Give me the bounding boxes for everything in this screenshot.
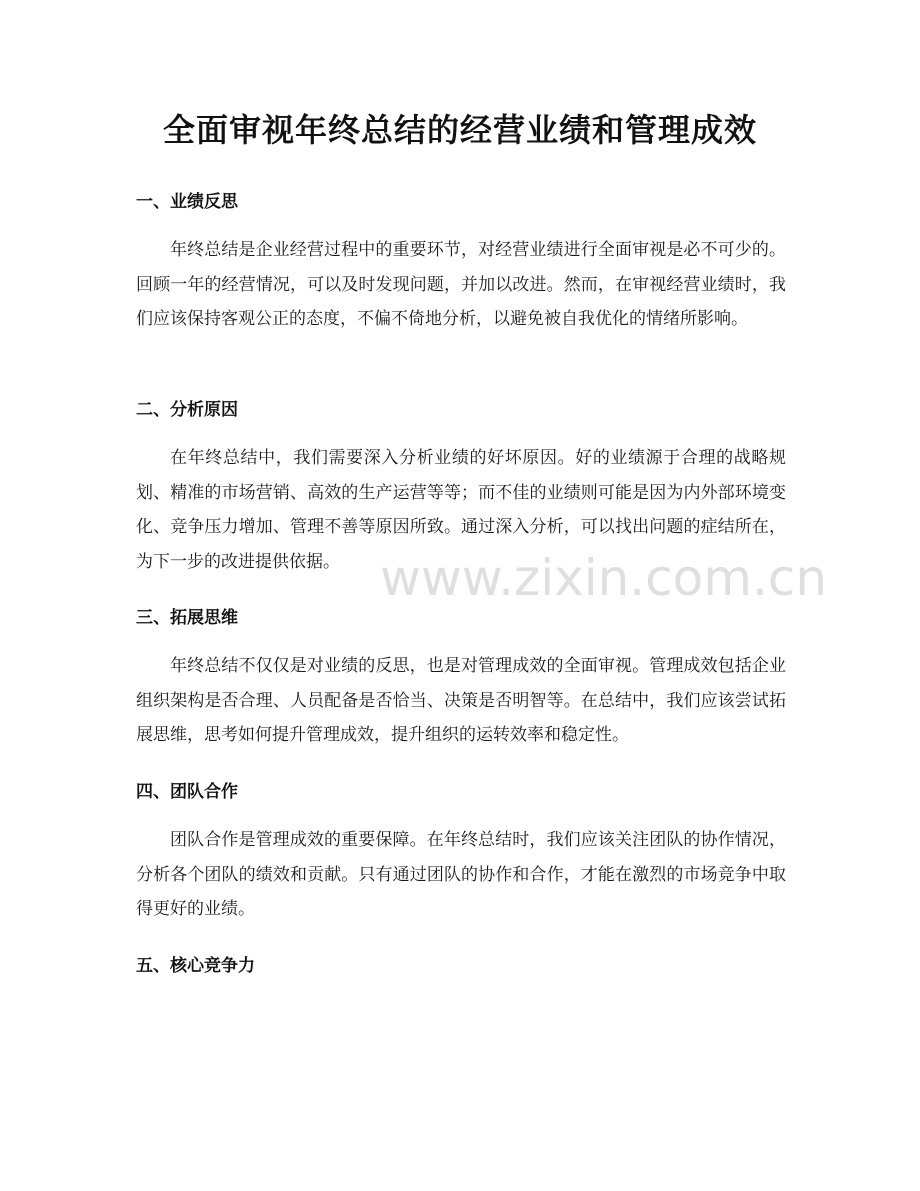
- section-heading-1: 一、业绩反思: [136, 192, 238, 212]
- section-paragraph-3: 年终总结不仅仅是对业绩的反思，也是对管理成效的全面审视。管理成效包括企业组织架构是否合理、人员配备是否恰当、决策是否明智等。在总结中，我们应该尝试拓展思维，思考如何提升管理成效，提升组织的运转效率和稳定性。: [136, 656, 786, 745]
- section-heading-2: 二、分析原因: [136, 400, 238, 420]
- section-paragraph-1: 年终总结是企业经营过程中的重要环节，对经营业绩进行全面审视是必不可少的。回顾一年的经营情况，可以及时发现问题，并加以改进。然而，在审视经营业绩时，我们应该保持客观公正的态度，不偏不倚地分析，以避免被自我优化的情绪所影响。: [136, 240, 786, 329]
- section-heading-4: 四、团队合作: [136, 782, 238, 802]
- section-paragraph-4: 团队合作是管理成效的重要保障。在年终总结时，我们应该关注团队的协作情况，分析各个团队的绩效和贡献。只有通过团队的协作和合作，才能在激烈的市场竞争中取得更好的业绩。: [136, 830, 786, 919]
- section-heading-3: 三、拓展思维: [136, 608, 238, 628]
- watermark: www.zixin.com.cn: [380, 549, 828, 607]
- section-heading-5: 五、核心竞争力: [136, 956, 255, 976]
- section-paragraph-2: 在年终总结中，我们需要深入分析业绩的好坏原因。好的业绩源于合理的战略规划、精准的市场营销、高效的生产运营等等；而不佳的业绩则可能是因为内外部环境变化、竞争压力增加、管理不善等原因所致。通过深入分析，可以找出问题的症结所在，为下一步的改进提供依据。: [136, 448, 786, 572]
- document-title: 全面审视年终总结的经营业绩和管理成效: [162, 111, 757, 149]
